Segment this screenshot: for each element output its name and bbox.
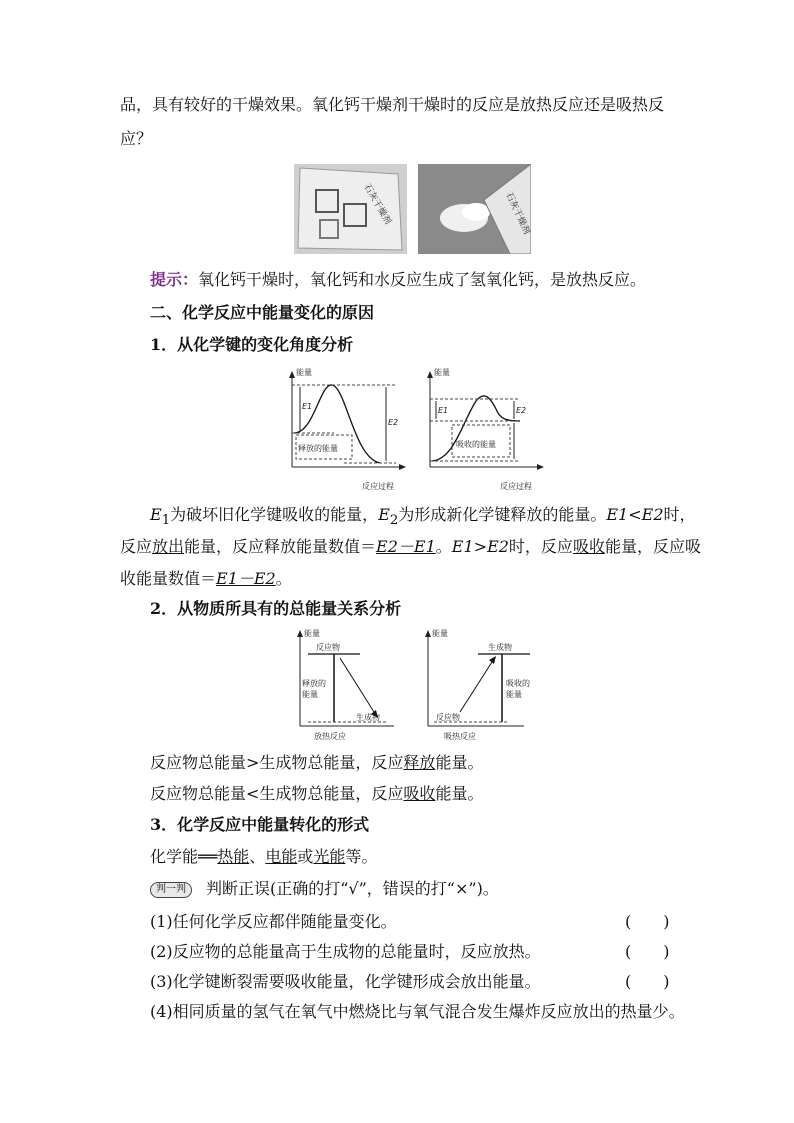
para1-l3-b: 。 <box>275 569 292 588</box>
fill-light: 光能 <box>313 847 346 866</box>
fig2-right-side-1: 吸收的 <box>506 679 530 688</box>
fill-release: 放出 <box>152 537 185 556</box>
para1-l2-a: 反应 <box>120 537 153 556</box>
fig2-right-y-label: 能量 <box>432 629 448 638</box>
para1-line1 <box>150 500 696 536</box>
judge-item-1: (1)任何化学反应都伴随能量变化。 <box>150 912 397 931</box>
chemical-energy: 化学能 <box>150 847 199 866</box>
para1-line2 <box>120 532 701 562</box>
fill-absorb-2: 吸收 <box>403 784 436 803</box>
judge-item-3: (3)化学键断裂需要吸收能量，化学键形成会放出能量。 <box>150 972 541 991</box>
endothermic-curve-diagram <box>427 367 544 491</box>
section-2-title: 二、化学反应中能量变化的原因 <box>150 303 375 322</box>
right-e1-label: E1 <box>438 406 449 415</box>
fig2-left-side-1: 释放的 <box>302 679 326 688</box>
sep-2: 或 <box>297 847 314 866</box>
para1-l2-c: 。 <box>435 537 452 556</box>
desiccant-powder-photo <box>418 164 531 254</box>
fill-e1-minus-e2: E1－E2 <box>216 569 276 588</box>
bond-energy-figure <box>284 363 544 497</box>
left-e1-label: E1 <box>302 402 313 411</box>
released-energy-label: 释放的能量 <box>298 444 338 453</box>
para1-l2-d: 时，反应 <box>508 537 573 556</box>
para2-l2-b: 能量。 <box>435 784 484 803</box>
fill-absorb: 吸收 <box>572 537 605 556</box>
judge-prompt: 判断正误(正确的打“√”，错误的打“×”)。 <box>206 879 499 898</box>
intro-line-1: 品，具有较好的干燥效果。氧化钙干燥剂干燥时的反应是放热反应还是吸热反 <box>120 95 665 114</box>
para3-end: 等。 <box>345 847 378 866</box>
e1-subscript: 1 <box>161 513 171 529</box>
judge-badge: 判一判 <box>150 882 192 898</box>
para1-l2-b: 能量，反应释放能量数值＝ <box>184 537 377 556</box>
fill-e2-minus-e1: E2－E1 <box>376 537 436 556</box>
right-y-label: 能量 <box>434 368 450 377</box>
para1-text-a: 为破坏旧化学键吸收的能量， <box>170 505 379 524</box>
para1-l2-e: 能量，反应吸 <box>604 537 701 556</box>
hint-text: 氧化钙干燥时，氧化钙和水反应生成了氢氧化钙，是放热反应。 <box>198 270 647 289</box>
packet-label-2: 石灰干燥剂 <box>503 191 531 237</box>
answer-blank-3[interactable]: ( ) <box>625 972 670 991</box>
para3-line <box>150 842 377 872</box>
para1-line3 <box>120 564 292 594</box>
fill-release-2: 释放 <box>403 753 436 772</box>
judge-item-4: (4)相同质量的氢气在氧气中燃烧比与氧气混合发生爆炸反应放出的热量少。 <box>150 1002 685 1021</box>
right-x-label: 反应过程 <box>500 482 532 491</box>
judge-header <box>150 874 499 904</box>
left-x-label: 反应过程 <box>362 482 394 491</box>
exothermic-curve-diagram <box>289 367 406 491</box>
para1-l3-a: 收能量数值＝ <box>120 569 217 588</box>
hint-label: 提示： <box>150 270 199 289</box>
packet-label: 石灰干燥剂 <box>361 182 393 227</box>
answer-blank-1[interactable]: ( ) <box>625 912 670 931</box>
total-energy-figure <box>294 626 544 748</box>
desiccant-packet-photo <box>294 164 407 254</box>
fig2-right-top: 生成物 <box>488 643 512 652</box>
e1-gt-e2: E1>E2 <box>451 537 509 556</box>
convert-arrow: ══ <box>198 847 218 866</box>
fig2-left-y-label: 能量 <box>304 629 320 638</box>
item-2-title: 2．从物质所具有的总能量关系分析 <box>150 599 402 618</box>
fig2-right-side-2: 能量 <box>506 690 522 699</box>
para2-l1-b: 能量。 <box>435 753 484 772</box>
para1-text-c: 时， <box>663 505 696 524</box>
endothermic-level-diagram <box>425 628 530 741</box>
item-3-title: 3．化学反应中能量转化的形式 <box>150 815 370 834</box>
intro-line-2: 应？ <box>120 129 153 148</box>
para2-l1-a: 反应物总能量>生成物总能量，反应 <box>150 753 404 772</box>
item-1-title: 1．从化学键的变化角度分析 <box>150 335 354 354</box>
left-e2-label: E2 <box>388 418 399 427</box>
fill-heat: 热能 <box>217 847 250 866</box>
endothermic-caption: 吸热反应 <box>444 732 476 741</box>
left-y-label: 能量 <box>296 368 312 377</box>
para2-line2 <box>150 779 483 809</box>
para2-l2-a: 反应物总能量<生成物总能量，反应 <box>150 784 404 803</box>
fig2-right-bottom: 反应物 <box>436 713 460 722</box>
hint-line <box>150 265 646 295</box>
e2-symbol: E <box>378 505 390 524</box>
exothermic-caption: 放热反应 <box>314 732 346 741</box>
exothermic-level-diagram <box>297 628 394 741</box>
fig2-left-side-2: 能量 <box>302 690 318 699</box>
e1-symbol: E <box>150 505 162 524</box>
e2-subscript: 2 <box>389 513 399 529</box>
right-e2-label: E2 <box>516 406 527 415</box>
fig2-left-bottom: 生成物 <box>356 713 380 722</box>
fill-electric: 电能 <box>265 847 298 866</box>
fig2-left-top: 反应物 <box>316 643 340 652</box>
e1-lt-e2: E1<E2 <box>606 505 664 524</box>
absorbed-energy-label: 吸收的能量 <box>456 440 496 449</box>
sep-1: 、 <box>249 847 266 866</box>
judge-item-2: (2)反应物的总能量高于生成物的总能量时，反应放热。 <box>150 942 541 961</box>
para2-line1 <box>150 748 483 778</box>
answer-blank-2[interactable]: ( ) <box>625 942 670 961</box>
para1-text-b: 为形成新化学键释放的能量。 <box>398 505 607 524</box>
